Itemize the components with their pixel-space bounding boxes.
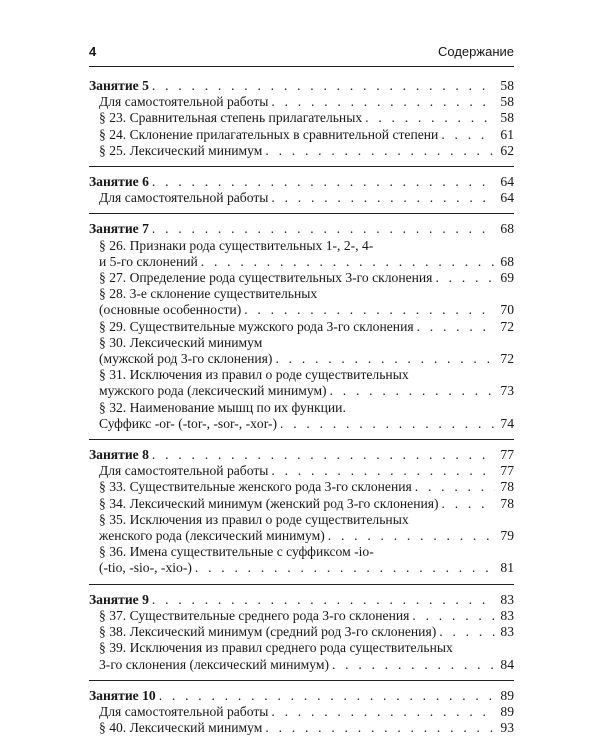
toc-entry[interactable] [89, 528, 514, 544]
toc-entry[interactable] [89, 319, 514, 335]
entry-title: § 37. Существительные среднего рода 3-го склонения [99, 607, 410, 623]
entry-title: (мужской род 3-го склонения) [99, 351, 273, 367]
entry-title: § 34. Лексический минимум (женский род 3-го склонения) [99, 495, 439, 511]
dot-leader [412, 479, 495, 495]
page-ref: 89 [500, 687, 514, 703]
entry-title: § 27. Определение рода существительных 3-го склонения [99, 270, 433, 286]
page-ref: 93 [500, 720, 514, 736]
page-ref: 84 [500, 656, 514, 672]
page-ref: 68 [500, 253, 514, 269]
toc-lesson-entry[interactable] [89, 688, 514, 704]
dot-leader [268, 94, 495, 110]
toc-entry-first-line: § 31. Исключения из правил о роде существительных [99, 367, 409, 383]
entry-title: § 40. Лексический минимум [99, 720, 263, 736]
entry-title: § 24. Склонение прилагательных в сравнительной степени [99, 126, 439, 142]
page-header [89, 44, 514, 66]
toc-lesson-entry[interactable] [89, 592, 514, 608]
entry-title: (-tio, -sio-, -xio-) [99, 560, 192, 576]
dot-leader [268, 463, 495, 479]
dot-leader [439, 496, 495, 512]
toc-section [89, 592, 514, 681]
page-ref: 58 [500, 94, 514, 110]
page-ref: 72 [500, 351, 514, 367]
page-ref: 83 [500, 591, 514, 607]
toc-entry[interactable] [89, 351, 514, 367]
toc-entry[interactable] [89, 416, 514, 432]
entry-title: § 25. Лексический минимум [99, 142, 263, 158]
dot-leader [149, 174, 495, 190]
running-head-title: Содержание [438, 44, 514, 59]
page-ref: 79 [500, 528, 514, 544]
dot-leader [327, 383, 495, 399]
dot-leader [149, 592, 495, 608]
toc-entry[interactable] [89, 302, 514, 318]
dot-leader [198, 254, 495, 270]
dot-leader [268, 704, 495, 720]
toc-entry[interactable] [89, 110, 514, 126]
entry-title: § 29. Существительные мужского рода 3-го склонения [99, 318, 414, 334]
entry-title: § 23. Сравнительная степень прилагательных [99, 110, 363, 126]
toc-section [89, 688, 514, 744]
dot-leader [149, 447, 495, 463]
toc-entry[interactable] [89, 720, 514, 736]
toc-entry-first-line: § 30. Лексический минимум [99, 334, 263, 350]
toc-entry[interactable] [89, 270, 514, 286]
entry-title: Для самостоятельной работы [99, 94, 269, 110]
entry-title: § 33. Существительные женского рода 3-го склонения [99, 479, 412, 495]
toc-lesson-entry[interactable] [89, 447, 514, 463]
page-ref: 62 [500, 142, 514, 158]
page-ref: 77 [500, 447, 514, 463]
toc-section [89, 78, 514, 167]
lesson-title: Занятие 6 [89, 174, 149, 190]
page-ref: 83 [500, 624, 514, 640]
dot-leader [325, 528, 495, 544]
dot-leader [409, 608, 495, 624]
entry-title: Суффикс -or- (-tor-, -sor-, -xor-) [99, 415, 278, 431]
page-ref: 89 [500, 703, 514, 719]
toc-entry-first-line: § 35. Исключения из правил о роде существительных [99, 511, 409, 527]
dot-leader [438, 127, 495, 143]
toc-section [89, 174, 514, 214]
page-ref: 58 [500, 78, 514, 93]
entry-title: Для самостоятельной работы [99, 190, 269, 206]
entry-title: мужского рода (лексический минимум) [99, 383, 327, 399]
dot-leader [192, 560, 495, 576]
toc-entry[interactable] [89, 94, 514, 110]
table-of-contents [89, 78, 514, 750]
toc-entry-first-line: § 39. Исключения из правил среднего рода существительных [99, 640, 453, 656]
page-number: 4 [89, 44, 97, 59]
toc-entry[interactable] [89, 496, 514, 512]
dot-leader [414, 319, 495, 335]
page-ref: 78 [500, 479, 514, 495]
toc-entry[interactable] [89, 143, 514, 159]
toc-section [89, 447, 514, 585]
dot-leader [149, 78, 495, 94]
page-ref: 69 [500, 270, 514, 286]
toc-entry-first-line: § 26. Признаки рода существительных 1-, 2-, 4- [99, 237, 374, 253]
lesson-title: Занятие 7 [89, 221, 149, 237]
page-ref: 58 [500, 110, 514, 126]
page-ref: 64 [500, 190, 514, 206]
dot-leader [156, 688, 495, 704]
toc-lesson-entry[interactable] [89, 174, 514, 190]
entry-title: § 38. Лексический минимум (средний род 3-го склонения) [99, 624, 437, 640]
dot-leader [149, 221, 495, 237]
toc-entry[interactable] [89, 560, 514, 576]
toc-section [89, 221, 514, 440]
dot-leader [268, 190, 495, 206]
lesson-title: Занятие 5 [89, 78, 149, 93]
header-rule [89, 66, 514, 67]
page-ref: 81 [500, 560, 514, 576]
page-ref: 78 [500, 495, 514, 511]
toc-entry-first-line: § 32. Наименование мышц по их функции. [99, 399, 346, 415]
page-ref: 73 [500, 383, 514, 399]
toc-entry[interactable] [89, 463, 514, 479]
toc-entry[interactable] [89, 704, 514, 720]
dot-leader [436, 624, 495, 640]
entry-title: женского рода (лексический минимум) [99, 528, 325, 544]
dot-leader [262, 720, 495, 736]
toc-lesson-entry[interactable] [89, 221, 514, 237]
toc-entry[interactable] [89, 624, 514, 640]
toc-entry[interactable] [89, 383, 514, 399]
dot-leader [262, 143, 495, 159]
toc-entry[interactable] [89, 254, 514, 270]
toc-entry[interactable] [89, 190, 514, 206]
entry-title: Для самостоятельной работы [99, 463, 269, 479]
page-ref: 72 [500, 318, 514, 334]
toc-entry[interactable] [89, 608, 514, 624]
lesson-title: Занятие 10 [89, 687, 156, 703]
page-ref: 64 [500, 174, 514, 190]
page-ref: 61 [500, 126, 514, 142]
toc-entry[interactable] [89, 479, 514, 495]
dot-leader [432, 270, 495, 286]
page-ref: 83 [500, 607, 514, 623]
entry-title: (основные особенности) [99, 302, 242, 318]
entry-title: 3-го склонения (лексический минимум) [99, 656, 329, 672]
dot-leader [272, 351, 495, 367]
page-ref: 74 [500, 415, 514, 431]
dot-leader [362, 110, 495, 126]
dot-leader [277, 416, 495, 432]
dot-leader [329, 657, 495, 673]
toc-entry[interactable] [89, 657, 514, 673]
entry-title: Для самостоятельной работы [99, 703, 269, 719]
toc-lesson-entry[interactable] [89, 78, 514, 94]
dot-leader [241, 302, 495, 318]
page-ref: 70 [500, 302, 514, 318]
toc-entry[interactable] [89, 127, 514, 143]
toc-entry-first-line: § 28. 3-е склонение существительных [99, 286, 318, 302]
page-ref: 77 [500, 463, 514, 479]
page-ref: 68 [500, 221, 514, 237]
lesson-title: Занятие 8 [89, 447, 149, 463]
entry-title: и 5-го склонений [99, 253, 198, 269]
toc-entry-first-line: § 36. Имена существительные с суффиксом -io- [99, 544, 374, 560]
lesson-title: Занятие 9 [89, 591, 149, 607]
